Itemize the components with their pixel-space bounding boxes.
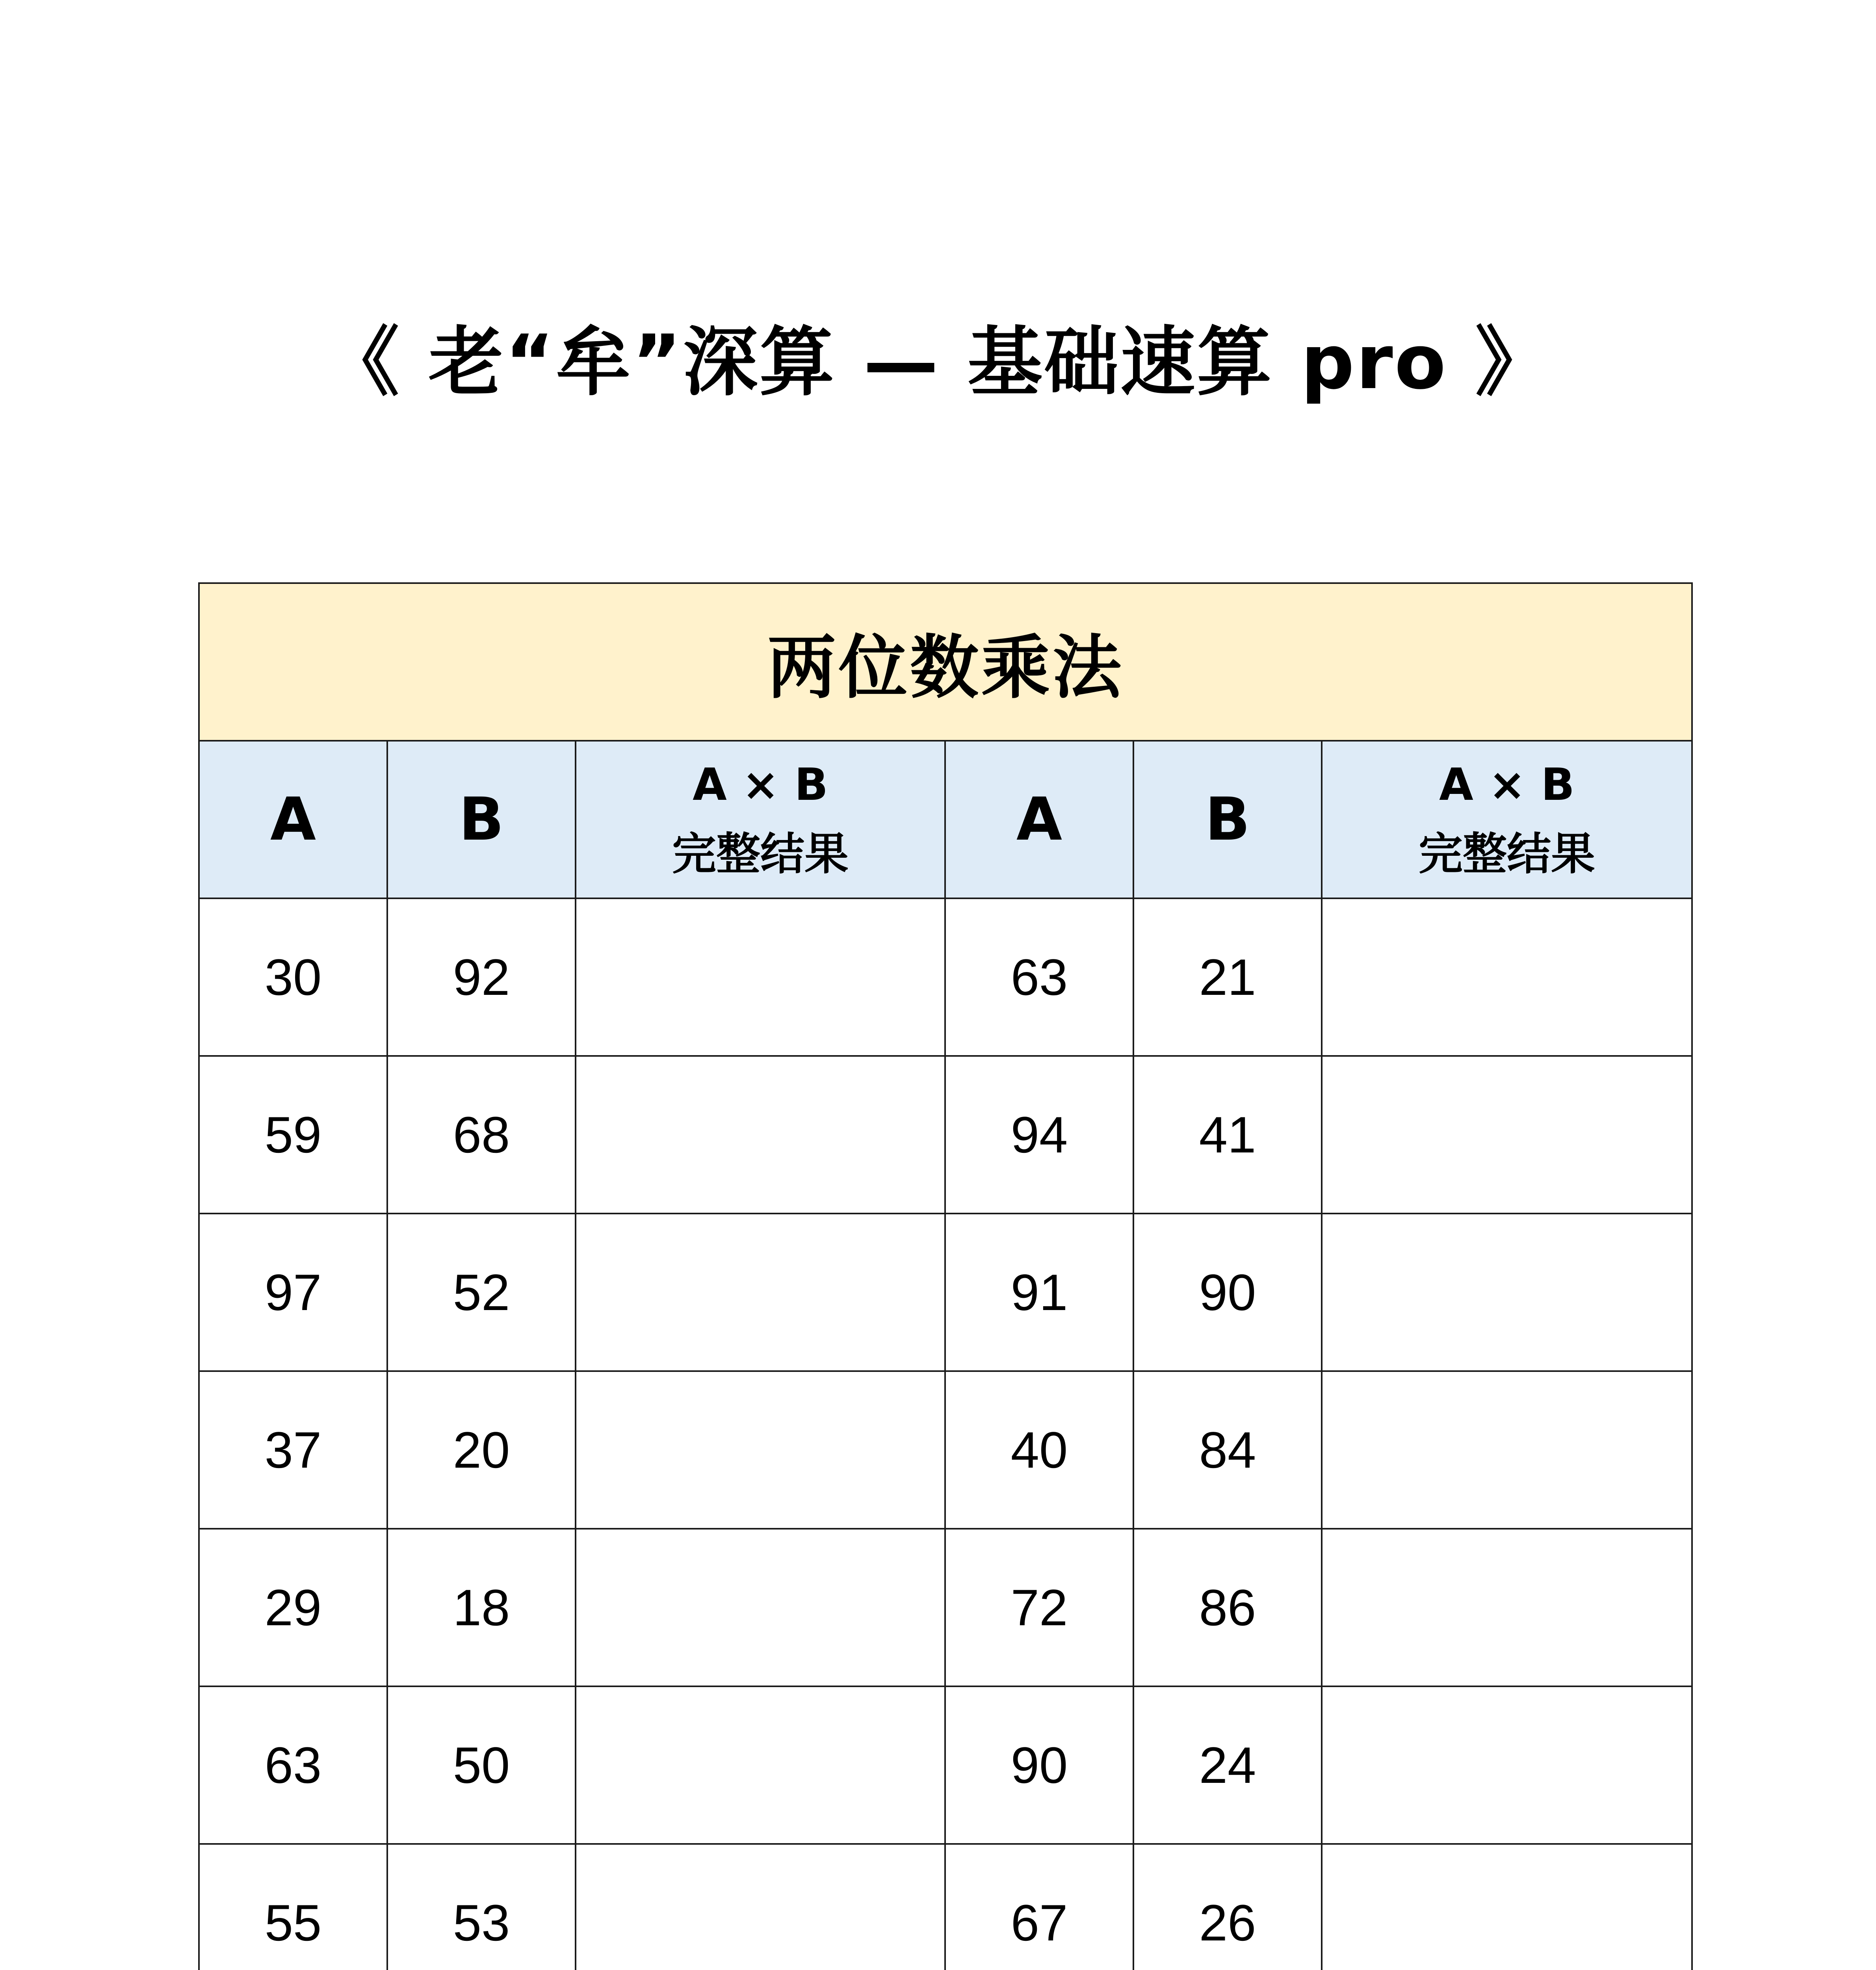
left-a-cell: 37: [199, 1371, 387, 1529]
left-b-cell: 68: [387, 1056, 576, 1214]
left-b-cell: 50: [387, 1686, 576, 1844]
table-row: [199, 1056, 1692, 1214]
left-column-a-header: A: [199, 741, 387, 898]
right-b-cell: 86: [1133, 1529, 1322, 1686]
right-answer-cell[interactable]: [1322, 1214, 1692, 1371]
right-answer-cell[interactable]: [1322, 1056, 1692, 1214]
left-answer-cell[interactable]: [576, 898, 945, 1056]
left-b-cell: 20: [387, 1371, 576, 1529]
table-row: [199, 1686, 1692, 1844]
right-answer-cell[interactable]: [1322, 1529, 1692, 1686]
right-answer-cell[interactable]: [1322, 1686, 1692, 1844]
right-answer-cell[interactable]: [1322, 898, 1692, 1056]
right-b-cell: 90: [1133, 1214, 1322, 1371]
product-header-line2: 完整结果: [1419, 829, 1595, 880]
left-b-cell: 53: [387, 1844, 576, 1970]
right-a-cell: 72: [945, 1529, 1133, 1686]
left-answer-cell[interactable]: [576, 1529, 945, 1686]
right-answer-cell[interactable]: [1322, 1844, 1692, 1970]
product-header-line1: A × B: [693, 759, 828, 810]
left-column-b-header: B: [387, 741, 576, 898]
right-a-cell: 90: [945, 1686, 1133, 1844]
left-b-cell: 92: [387, 898, 576, 1056]
left-a-cell: 59: [199, 1056, 387, 1214]
product-header-line2: 完整结果: [672, 829, 849, 880]
table-row: [199, 1214, 1692, 1371]
left-b-cell: 18: [387, 1529, 576, 1686]
right-b-cell: 26: [1133, 1844, 1322, 1970]
right-b-cell: 21: [1133, 898, 1322, 1056]
left-answer-cell[interactable]: [576, 1371, 945, 1529]
left-a-cell: 55: [199, 1844, 387, 1970]
right-product-header: [1322, 741, 1692, 898]
left-a-cell: 97: [199, 1214, 387, 1371]
right-a-cell: 40: [945, 1371, 1133, 1529]
right-answer-cell[interactable]: [1322, 1371, 1692, 1529]
right-a-cell: 67: [945, 1844, 1133, 1970]
table-row: [199, 898, 1692, 1056]
right-b-cell: 24: [1133, 1686, 1322, 1844]
multiplication-worksheet-table: [198, 582, 1693, 1970]
left-answer-cell[interactable]: [576, 1214, 945, 1371]
left-a-cell: 29: [199, 1529, 387, 1686]
right-a-cell: 63: [945, 898, 1133, 1056]
left-b-cell: 52: [387, 1214, 576, 1371]
left-answer-cell[interactable]: [576, 1844, 945, 1970]
product-header-line1: A × B: [1439, 759, 1575, 810]
right-column-a-header: A: [945, 741, 1133, 898]
table-row: [199, 1844, 1692, 1970]
right-a-cell: 91: [945, 1214, 1133, 1371]
right-b-cell: 41: [1133, 1056, 1322, 1214]
left-answer-cell[interactable]: [576, 1686, 945, 1844]
left-answer-cell[interactable]: [576, 1056, 945, 1214]
table-row: [199, 1371, 1692, 1529]
left-a-cell: 63: [199, 1686, 387, 1844]
right-column-b-header: B: [1133, 741, 1322, 898]
page-title: 《 老“牟”深算 — 基础速算 pro 》: [324, 319, 1552, 406]
right-b-cell: 84: [1133, 1371, 1322, 1529]
left-product-header: [576, 741, 945, 898]
left-a-cell: 30: [199, 898, 387, 1056]
table-banner: 两位数乘法: [199, 583, 1692, 741]
column-header-row: [199, 741, 1692, 898]
table-row: [199, 1529, 1692, 1686]
right-a-cell: 94: [945, 1056, 1133, 1214]
